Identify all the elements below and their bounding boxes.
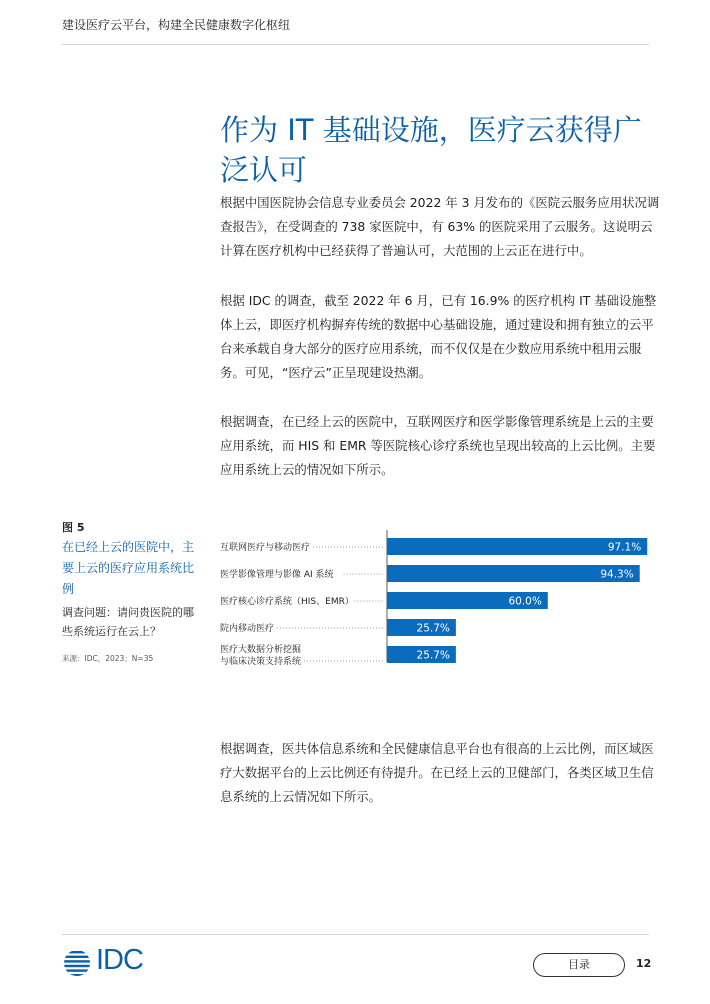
bar-value-label: 94.3% xyxy=(600,568,634,581)
footer-divider xyxy=(62,934,649,935)
globe-icon xyxy=(62,948,92,978)
figure-label: 图 5 xyxy=(62,521,85,534)
section-title: 作为 IT 基础设施，医疗云获得广泛认可 xyxy=(220,113,642,187)
toc-button[interactable]: 目录 xyxy=(533,953,625,977)
header-divider xyxy=(62,44,649,45)
bar-category-label: 互联网医疗与移动医疗 xyxy=(220,543,311,553)
paragraph-4: 根据调查，医共体信息系统和全民健康信息平台也有很高的上云比例，而区域医疗大数据平台的上云比例还有待提升。在已经上云的卫健部门，各类区域卫生信息系统的上云情况如下所示。 xyxy=(220,741,654,804)
bar-category-label: 医疗核心诊疗系统（HIS、EMR） xyxy=(220,597,354,607)
paragraph-3: 根据调查，在已经上云的医院中，互联网医疗和医学影像管理系统是上云的主要应用系统，而 HIS 和 EMR 等医院核心诊疗系统也呈现出较高的上云比例。主要应用系统上云的情况如下所示。 xyxy=(220,414,656,477)
idc-logo xyxy=(62,944,152,980)
paragraph-2: 根据 IDC 的调查，截至 2022 年 6 月，已有 16.9% 的医疗机构 IT 基础设施整体上云，即医疗机构摒弃传统的数据中心基础设施，通过建设和拥有独立的云平台来承载自身大部分的医疗应用系统，而不仅仅是在少数应用系统中租用云服务。可见，“医疗云”正呈现建设热潮。 xyxy=(220,293,657,380)
bar-value-label: 97.1% xyxy=(607,541,642,554)
figure-title: 在已经上云的医院中，主要上云的医疗应用系统比例 xyxy=(62,540,195,596)
figure-source: 来源：IDC，2023；N=35 xyxy=(62,654,154,663)
bar-value-label: 25.7% xyxy=(416,622,450,635)
header-title: 建设医疗云平台，构建全民健康数字化枢纽 xyxy=(62,18,291,32)
bar-category-label: 院内移动医疗 xyxy=(220,624,275,634)
bar-category-label: 医疗大数据分析挖掘与临床决策支持系统 xyxy=(220,645,302,667)
bar-chart xyxy=(215,528,655,668)
page-number: 12 xyxy=(636,957,652,970)
bar-category-label: 医学影像管理与影像 AI 系统 xyxy=(220,570,334,580)
bar-value-label: 60.0% xyxy=(508,595,542,608)
bar-value-label: 25.7% xyxy=(416,649,450,662)
figure-question: 调查问题：请问贵医院的哪些系统运行在云上？ xyxy=(62,606,194,638)
paragraph-1: 根据中国医院协会信息专业委员会 2022 年 3 月发布的《医院云服务应用状况调查报告》，在受调查的 738 家医院中，有 63% 的医院采用了云服务。这说明云计算在医疗机构中已经获得了普遍认可，大范围的上云正在进行中。 xyxy=(220,195,660,258)
idc-logo-text: IDC xyxy=(96,944,143,976)
